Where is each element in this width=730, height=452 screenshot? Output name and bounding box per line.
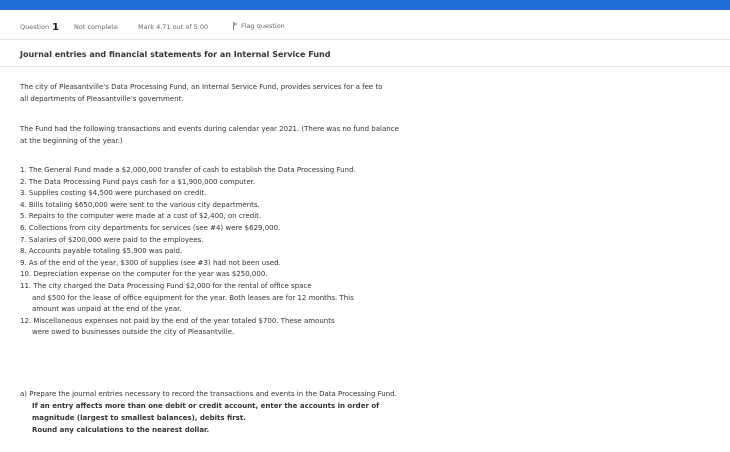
question-info-bar [0, 10, 730, 40]
transactions-intro [20, 123, 540, 147]
list-item: 12. Miscellaneous expenses not paid by the end of the year totaled $700. These amounts [20, 316, 335, 325]
list-item: 4. Bills totaling $650,000 were sent to the various city departments. [20, 200, 260, 209]
flag-icon [233, 22, 238, 29]
list-item: 11. The city charged the Data Processing Fund $2,000 for the rental of office space [20, 281, 312, 290]
instruction-bold: If an entry affects more than one debit or credit account, enter the accounts in order of [32, 402, 380, 410]
list-item: 10. Depreciation expense on the computer for the year was $250,000. [20, 270, 268, 279]
instruction-bold: magnitude (largest to smallest balances), debits first. [32, 414, 246, 422]
list-item: 9. As of the end of the year, $300 of supplies (see #3) had not been used. [20, 258, 281, 267]
list-item: 2. The Data Processing Fund pays cash for a $1,900,000 computer. [20, 177, 256, 186]
title-divider [0, 66, 730, 67]
question-title: Journal entries and financial statements for an Internal Service Fund [20, 50, 331, 59]
flag-question-link[interactable] [233, 22, 285, 30]
instruction-bold: Round any calculations to the nearest dollar. [32, 426, 210, 434]
instructions [20, 388, 540, 436]
transactions-list [20, 165, 540, 339]
list-item: 8. Accounts payable totaling $5,900 was paid. [20, 247, 183, 256]
list-item: 1. The General Fund made a $2,000,000 transfer of cash to establish the Data Processing Fund. [20, 166, 356, 174]
intro-line: at the beginning of the year.) [20, 137, 123, 145]
question-label-text: Question [20, 23, 50, 31]
list-item-continuation: were owed to businesses outside the city of Pleasantville. [32, 328, 235, 337]
top-bar [0, 0, 730, 10]
intro-line: The city of Pleasantville's Data Processing Fund, an Internal Service Fund, provides services for a fee to [20, 83, 383, 91]
list-item: 3. Supplies costing $4,500 were purchased on credit. [20, 189, 207, 198]
flag-question-label: Flag question [241, 22, 285, 30]
list-item: 6. Collections from city departments for services (see #4) were $629,000. [20, 223, 281, 232]
list-item: 5. Repairs to the computer were made at a cost of $2,400, on credit. [20, 212, 262, 221]
list-item-continuation: and $500 for the lease of office equipment for the year. Both leases are for 12 months. This [32, 293, 354, 302]
question-status: Not complete [74, 23, 118, 31]
intro-line: The Fund had the following transactions and events during calendar year 2021. (There was no fund balance [20, 125, 399, 133]
instruction-line: a) Prepare the journal entries necessary to record the transactions and events in the Data Processing Fund. [20, 390, 397, 398]
list-item-continuation: amount was unpaid at the end of the year. [32, 305, 182, 314]
question-label [20, 21, 59, 32]
list-item: 7. Salaries of $200,000 were paid to the employees. [20, 235, 204, 244]
intro-line: all departments of Pleasantville's government. [20, 95, 184, 103]
question-number: 1 [52, 22, 60, 33]
question-mark: Mark 4.71 out of 5.00 [138, 23, 209, 31]
intro-paragraph [20, 81, 540, 105]
